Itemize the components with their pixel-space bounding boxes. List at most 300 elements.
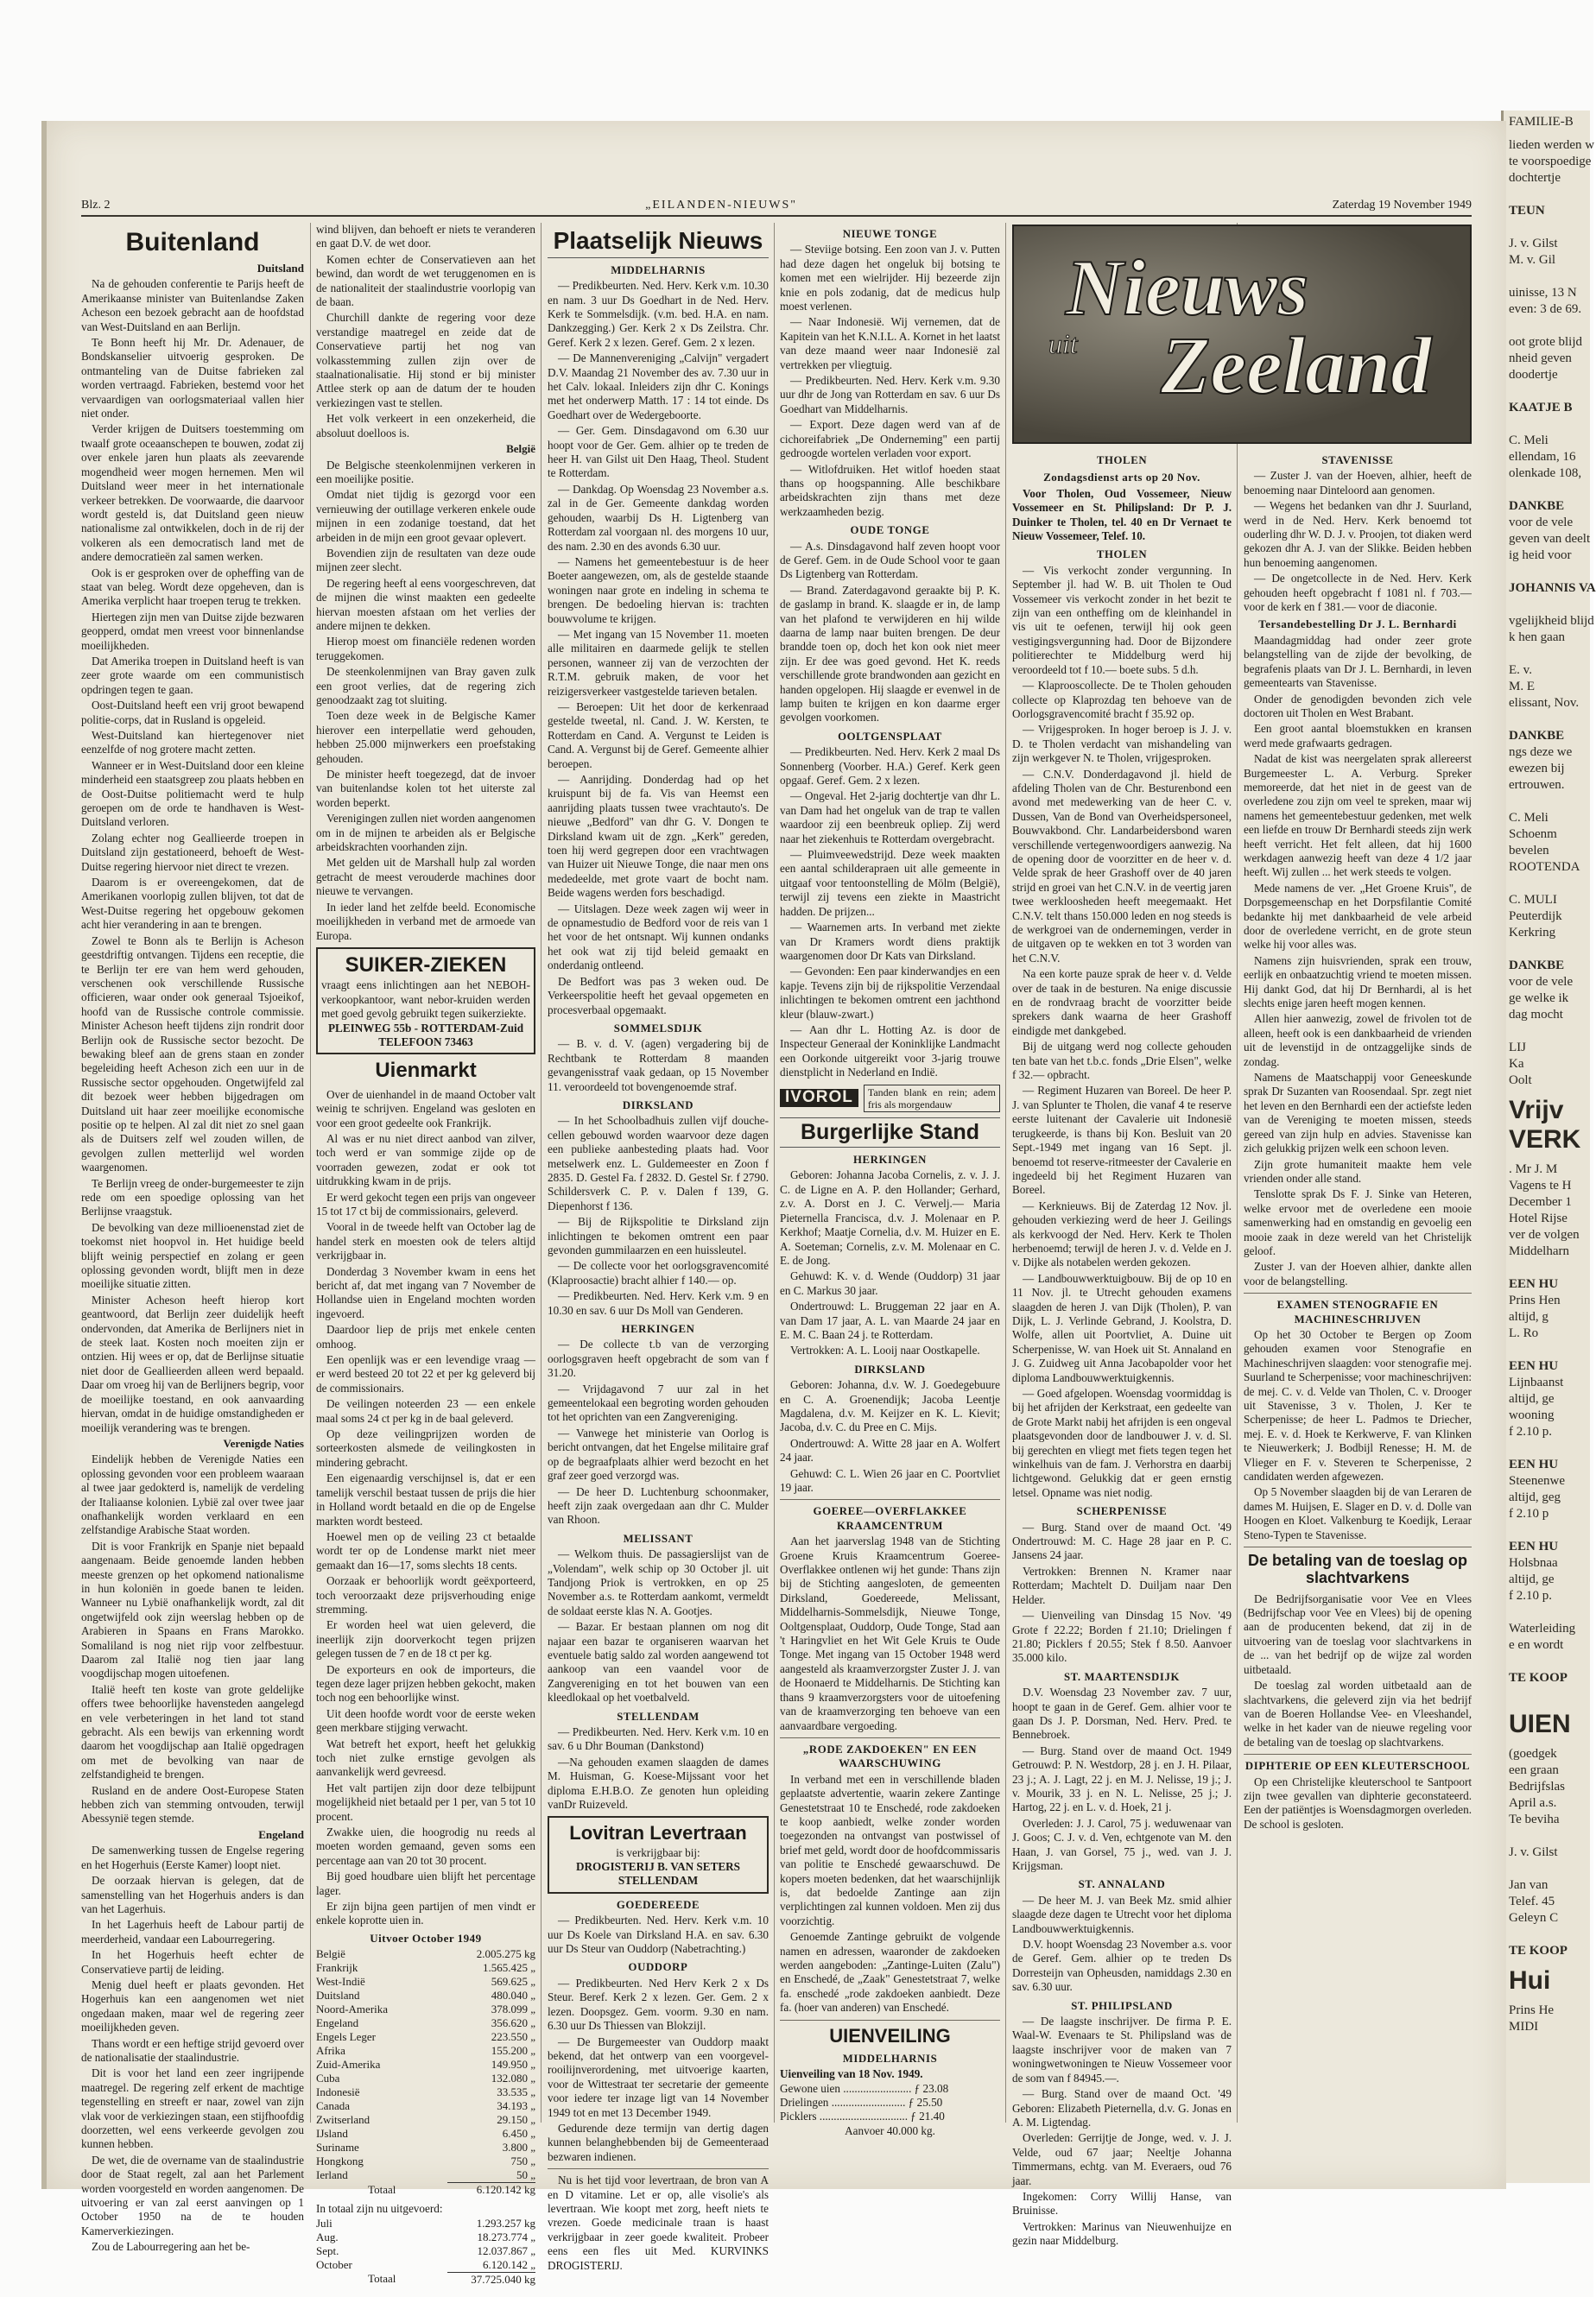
article-paragraph: Dit is voor het land een zeer ingrijpende maatregel. De regering zelf erkent de machtige tegenstelling en streeft er naar, zowel van zijn vlak voor de verkiezingen staan, een stijfhoofdig doorzetten, wel eens verkeerde gevolgen zou kunnen hebben. (81, 2066, 304, 2151)
news-item: — Waarnemen arts. In verband met ziekte van Dr Kramers wordt diens praktijk waargenomen door Dr Kats van Dirksland. (780, 921, 1000, 962)
news-item: — Steviige botsing. Een zoon van J. v. Putten had deze dagen het ongeluk bij botsing te komen met een wielrijder. Hij bezeerde zijn knie en pols zodanig, dat de medicus hulp moest verlenen. (780, 243, 1000, 313)
table-cell-amount: 34.193 „ (497, 2099, 535, 2113)
table-cell-country: Noord-Amerika (316, 2003, 389, 2016)
news-item: — Pluimveewedstrijd. Deze week maakten een aantal schilderapraen uit alle gemeente in uitgaaf voor tentoonstelling de Mölm (België), terwijl zij tevens een ziekte in Maastricht hadden. De prijzen... (780, 848, 1000, 918)
table-cell-amount: 29.150 „ (497, 2113, 535, 2127)
news-item: — Vis verkocht zonder vergunning. In September jl. had W. B. uit Tholen te Oud Vossemeer vis verkocht zonder in het bezit te zijn van een ontheffing om de kleinhandel in vis uit te oefenen, terwijl hij ook geen vestigingsvergunning had. Door de Bijzondere politierechter te Middelburg werd hij veroordeeld tot f 10.— boete subs. 5 d.h. (1012, 563, 1232, 676)
table-row (316, 2030, 535, 2044)
news-item: — Kerknieuws. Bij de Zaterdag 12 Nov. jl. gehouden verkiezing werd de heer J. Geilings als kerkvoogd der Ned. Herv. Kerk te Tholen herbenoemd; terwijl de heren J. v. d. Velde en J. v. Dijke als notabelen werden gekozen. (1012, 1199, 1232, 1269)
news-item: — Burg. Stand over de maand Oct. '49 Geboren: Elizabeth Pieternella, d.v. G. Jonas en A. M. Ligtendag. (1012, 2087, 1232, 2129)
news-item: — Uienveiling van Dinsdag 15 Nov. '49 Grote f 22.22; Borden f 21.10; Drielingen f 21.80; Picklers f 20.55; Stek f 8.50. Aanvoer 35.000 kilo. (1012, 1609, 1232, 1665)
article-heading: DIPHTERIE OP EEN KLEUTERSCHOOL (1244, 1760, 1471, 1773)
export-total-value: 6.120.142 kg (447, 2183, 535, 2198)
table-row (316, 2113, 535, 2127)
article-paragraph: Te Bonn heeft hij Mr. Dr. Adenauer, de Bondskanselier uitvoerig gesproken. De ontmanteling van de Duitse fabrieken zal worden vertraagd. Fabrieken, bestemd voor het vervaardigen van oorlogsmateriaal vallen hier niet onder. (81, 336, 304, 421)
article-subheading: Tersandebestelling Dr J. L. Bernhardi (1258, 617, 1457, 631)
news-item: Op 5 November slaagden bij de van Leraren de dames M. Huijsen, E. Slager en D. v. d. Dolle van Hoogen en Kloet. Valkenburg te Koedijk, Leraar Steno-Typen te Stavenisse. (1244, 1485, 1472, 1541)
article-paragraph: De bevolking van deze millioenenstad ziet de toekomst niet hoopvol in. Het huidige beeld blijft weinig perspectief en zolang er geen oplossing gevonden wordt, blijft men in deze moeilijke situatie zitten. (81, 1220, 304, 1291)
table-cell-country: Canada (316, 2099, 350, 2113)
article-paragraph: De samenwerking tussen de Engelse regering en het Hogerhuis (Eerste Kamer) loopt niet. (81, 1844, 304, 1871)
news-item: — Predikbeurten. Ned. Herv. Kerk v.m. 9 en 10.30 en sav. 6 uur Ds Moll van Genderen. (548, 1289, 769, 1317)
export-summary-total-label: Totaal (368, 2272, 396, 2286)
table-cell-amount: 33.535 „ (497, 2085, 535, 2099)
column-plaatselijk-nieuws (548, 223, 769, 2272)
section-title-burgerlijke-stand: Burgerlijke Stand (780, 1117, 1000, 1148)
article-paragraph: De Belgische steenkolenmijnen verkeren in een moeilijke positie. (316, 458, 535, 485)
article-paragraph: Al was er nu niet direct aanbod van zilver, toch werd er van sommige zijde op de voorraden gewezen, zodat er ook tot uitdrukking kwam in de prijs. (316, 1131, 535, 1188)
news-item: Onder de genodigden bevonden zich vele doctoren uit Tholen en West Brabant. (1244, 692, 1472, 719)
place-heading: MIDDELHARNIS (611, 263, 706, 276)
news-item: D.V. Woensdag 23 November zav. 7 uur, hoopt te gaan in de Geref. Gem. alhier voor te gaan Ds J. P. Dorsman, Ned. Herv. Pred. te Bennebroek. (1012, 1686, 1232, 1742)
news-item: — Landbouwwerktuigbouw. Bij de op 10 en 11 Nov. jl. te Utrecht gehouden examens slaagden de heren J. van Dijk (Tholen), P. van Dijk, L. J. Verlinde Gebrand, J. Koolstra, D. Wolfe, allen uit Poortvliet, A. Duine uit Scherpenisse, W. van Hoek uit St. Annaland en J. G. Zuidweg uit Anna Jacobapolder voor het diploma Landbouwwerktuigkennis. (1012, 1271, 1232, 1384)
table-cell-country: Hongkong (316, 2155, 364, 2168)
adjacent-page-text: lieden werden w te voorspoedige dochtertje TEUN J. v. Gilst M. v. Gil uinisse, 13 N even: 3 de 69. oot grote blijd nheid geven doodertje KAATJE B C. Meli ellendam, 16 olenkade 108, DANKBE voor de vele geven van deelt ig heid voor JOHANNIS VA vgelijkheid blijd k hen gaan E. v. M. E elissant, Nov. DANKBE ngs deze we ewezen bij ertrouwen. C. Meli Schoenm bevelen ROOTENDA C. MULI Peuterdijk Kerkring DANKBE voor de vele ge welke ik dag mocht LIJ Ka Oolt (1509, 138, 1596, 1087)
table-row (316, 2099, 535, 2113)
table-cell-amount: 6.450 „ (502, 2127, 535, 2141)
adjacent-page-text-3: (goedgek een graan Bedrijfslas April a.s. Te beviha J. v. Gilst Jan van Telef. 45 Geleyn C TE KOOP (1509, 1747, 1568, 1958)
news-item: — De heer D. Luchtenburg schoonmaker, heeft zijn zaak overgedaan aan dhr C. Mulder van Rhoon. (548, 1484, 769, 1527)
column-rule (310, 223, 311, 2123)
article-paragraph: Hoewel men op de veiling 23 ct betaalde wordt ter op de Londense markt niet meer gemaakt dan 16—17, soms slechts 18 cents. (316, 1529, 535, 1572)
news-item: Vertrokken: Brennen N. Kramer naar Rotterdam; Machtelt D. Duiljam naar Den Helder. (1012, 1564, 1232, 1606)
table-cell-country: Zuid-Amerika (316, 2058, 381, 2072)
adjacent-page-ad-c: Hui (1509, 1966, 1551, 1995)
column-regional-news (780, 223, 1000, 2137)
news-item: — A.s. Dinsdagavond half zeven hoopt voor de Geref. Gem. in de Oude School voor te gaan Ds Ligtenberg van Rotterdam. (780, 539, 1000, 581)
ad-body: vraagt eens inlichtingen aan het NEBOH-verkoopkantoor, want nebor-kruiden werden met goed gevolg gebruikt tegen suikerziekte. (321, 978, 530, 1021)
table-cell-country: IJsland (316, 2127, 348, 2141)
auction-date: Uienveiling van 18 Nov. 1949. (780, 2067, 923, 2081)
masthead-uit: uit (1048, 328, 1078, 359)
article-paragraph: Oost-Duitsland heeft een vrij groot bewapend politie-corps, dat in Rusland is opgeleid. (81, 699, 304, 726)
duty-doctor-text: Voor Tholen, Oud Vossemeer, Nieuw Vossemeer en St. Philipsland: Dr P. J. Duinker te Tholen, tel. 40 en Dr Vernaet te Nieuw Vossemeer, Telef. 10. (1012, 486, 1232, 543)
table-row (316, 2058, 535, 2072)
news-item: —Na gehouden examen slaagden de dames M. Huisman, G. Koese-Mijssant voor het diploma E.H.B.O. Ze genoten hun opleiding vanDr Ruizeveld. (548, 1755, 769, 1812)
article-title-toeslag: De betaling van de toeslag op slachtvarkens (1247, 1552, 1468, 1586)
column-stavenisse (1244, 449, 1472, 2131)
table-cell-amount: 149.950 „ (491, 2058, 535, 2072)
article-paragraph: Hierop moest om financiële redenen worden teruggekomen. (316, 635, 535, 662)
adjacent-page-fragment (1501, 111, 1596, 2183)
place-heading: HERKINGEN (621, 1323, 695, 1336)
article-paragraph: Zwakke uien, die hoogrodig nu reeds al moeten worden gemaand, geven soms een percentage aan van 20 tot 30 procent. (316, 1826, 535, 1867)
table-row (316, 2217, 535, 2231)
table-row (316, 1961, 535, 1975)
news-item: Nadat de kist was neergelaten sprak allereerst Burgemeester L. A. Verburg. Spreker memoreerde, dat het niet in de geest van de overledene zou zijn om veel te spreken, maar wij namens het gemeentebestuur gedenken, met welk een liefde en trouw Dr Bernhardi steeds zijn werk heeft verricht. Het felt alleen, dat hij 1600 werkdagen aanwezig heeft van deze 4 1/2 jaar heeft. Wij zullen ... het werk steeds te volgen. (1244, 752, 1472, 879)
article-paragraph: Uit deen hoofde wordt voor de eerste weken geen merkbare stijging verwacht. (316, 1706, 535, 1735)
news-item: — Uitslagen. Deze week zagen wij weer in de opnamestudio de Bedford voor de reis van 1 het voor de het ontsnapt. Wij kunnen ondanks het ook wat zij tijd beleid gemaakt en onderdanig ontleend. (548, 902, 769, 972)
divider (780, 2020, 1000, 2021)
table-cell-amount: 155.200 „ (491, 2044, 535, 2058)
news-item: — Witlofdruiken. Het witlof hoeden staat thans op hoogspanning. Alle beschikbare arbeidskrachten zijn thans met deze werkzaamheden bezig. (780, 462, 1000, 518)
table-cell-country: Aug. (316, 2230, 339, 2243)
registry-item: Ondertrouwd: L. Bruggeman 22 jaar en A. van Dam 17 jaar, A. L. van Maarde 24 jaar en E. M. C. Baan 24 j. te Rotterdam. (780, 1300, 1000, 1341)
advertisement-suikerziekten (316, 947, 535, 1054)
place-heading: OUDE TONGE (850, 524, 930, 537)
news-item: — Aanrijding. Donderdag had op het kruispunt bij de fa. Vis van Heemst een aanrijding plaats tussen twee vrachtauto's. De nieuwe „Bedford" van dhr G. V. Dongen te Dirksland kwam uit de zgn. „Kerk" gereden, toen hij werd gegrepen door een vrachtwagen van Huizer uit Nieuwe Tonge, die naar men ons mededeelde, met grote vaart de bocht nam. Beide wagens werden fors beschadigd. (548, 773, 769, 900)
page-header (81, 192, 1472, 217)
article-paragraph: Rusland en de andere Oost-Europese Staten hebben zich van stemming ontvouden, terwijl Abessynië tegen stemde. (81, 1783, 304, 1826)
ad-telephone: TELEFOON 73463 (378, 1035, 473, 1048)
article-paragraph: Zou de Labourregering aan het be- (92, 2240, 250, 2254)
article-paragraph: Minister Acheson heeft hierop kort geantwoord, dat Berlijn zeer duidelijk heeft ondervonden, dat Amerika de Berlijners niet in de steek laat. Kosten noch moeiten zijn er ontzien. Hij wees er op, dat de Berlijnse situatie niet door de Geallieerden alleen werd bepaald. Daar om vroeg hij van de Berlijners begrip, voor de moeilijke toestand, en ook aanvaarding hiervan, omdat in de huidige omstandigheden er moeilijk verandering was te brengen. (81, 1293, 304, 1434)
news-item: — Export. Deze dagen werd van af de cichoreifabriek „De Onderneming" een partij gedroogde wortelen verladen voor export. (780, 418, 1000, 460)
table-cell-amount: 1.293.257 kg (476, 2216, 535, 2230)
news-item: — Aan dhr L. Hotting Az. is door de Inspecteur Generaal der Koninklijke Landmacht een Oorkonde uitgereikt voor 3-jarig trouwe dienstplicht in Nederland en Indië. (780, 1022, 1000, 1079)
table-row (316, 2231, 535, 2244)
article-paragraph: Zolang echter nog Geallieerde troepen in Duitsland zijn gestationeerd, behoeft de West-Duitse regering hiervoor niet direct te vrezen. (81, 831, 304, 873)
news-item: — Burg. Stand over de maand Oct. 1949 Getrouwd: P. N. Westdorp, 28 j. en J. H. Pilaar, 23 j.; A. J. Lagt, 22 j. en M. J. Nelisse, 19 j.; J. v. Mourik, 33 j. en N. L. Nelisse, 25 j.; J. Hartog, 22 j. en L. v. d. Hoek, 21 j. (1012, 1743, 1232, 1814)
table-cell-amount: 1.565.425 „ (482, 1961, 535, 1975)
divider (780, 1737, 1000, 1738)
section-title-uienmarkt: Uienmarkt (375, 1059, 477, 1083)
article-paragraph: Op deze veilingprijzen worden de sorteerkosten alsmede de veilingkosten in mindering gebracht. (316, 1427, 535, 1469)
news-item: — Met ingang van 15 November 11. moeten alle militairen en daarmede gelijk te stellen personen, wanneer zij van de verzochten der R.T.M. gebruik maken, de voor het reizigersverkeer vastgestelde tarieven betalen. (548, 627, 769, 698)
table-cell-country: October (316, 2257, 352, 2271)
table-cell-amount: 50 „ (516, 2168, 535, 2182)
news-item: — Dankdag. Op Woensdag 23 November a.s. zal in de Ger. Gemeente dankdag worden gehouden, waarbij Ds H. Ligtenberg van Rotterdam zal voorgaan nl. des morgens 10 uur, des nam. 2.30 en des avonds 6.30 uur. (548, 482, 769, 553)
article-paragraph: Toen deze week in de Belgische Kamer hierover een interpellatie werd gehouden, hebben 25.000 mijnwerkers een proefstaking gehouden. (316, 709, 535, 765)
table-cell-amount: 223.550 „ (491, 2030, 535, 2044)
ad-line: STELLENDAM (618, 1874, 699, 1888)
advertisement-ivorol (780, 1085, 1000, 1112)
article-paragraph: Ook is er gesproken over de opheffing van de staat van beleg. Wordt deze opgeheven, dan is Amerika verplicht haar troepen terug te trekken. (81, 566, 304, 608)
article-paragraph: In het Lagerhuis heeft de Labour partij de meerderheid, vandaar een Labourregering. (81, 1918, 304, 1946)
article-paragraph: Eindelijk hebben de Verenigde Naties een oplossing gevonden voor een probleem waaraan al twee jaar gedokterd is, namelijk de verdeling der Italiaanse kolonien. Lybië zal over twee jaar onafhankelijk worden verklaard en een zelfstandige Arabische Staat worden. (81, 1452, 304, 1537)
article-paragraph: Omdat niet tijdig is gezorgd voor een vernieuwing der outillage verkeren enkele oude mijnen in een zodanige toestand, dat het arbeiden in de mijn een groot gevaar oplevert. (316, 488, 535, 544)
table-cell-amount: 356.620 „ (491, 2016, 535, 2030)
article-paragraph: De wet, die de overname van de staalindustrie door de Staat regelt, zal aan het Parlement worden voorgesteld en worden aangenomen. De uitvoering er van zal eerst aanvingen op 1 October 1950 na de te houden Kamerverkiezingen. (81, 2153, 304, 2237)
place-heading: ST. PHILIPSLAND (1071, 1999, 1173, 2012)
article-paragraph: Donderdag 3 November kwam in eens het bericht af, dat met ingang van 7 November de Hollandse uien in Engeland mochten worden ingevoerd. (316, 1264, 535, 1320)
article-paragraph: Verder krijgen de Duitsers toestemming om twaalf grote oceaanschepen te bouwen, zodat zij over enkele jaren hun plaats als zeevarende mogendheid weer mogen hernemen. Men wil Duitsland weer meer in het internationale verkeer betrekken. De voorwaarde, die daarvoor wordt gesteld is, dat Duitsland geen nieuw nationalisme zal ontwikkelen, doch in de rij der volkeren als een democratisch land met de andere democratieën zal samen werken. (81, 422, 304, 564)
place-heading: MIDDELHARNIS (842, 2052, 938, 2065)
table-row (316, 2016, 535, 2030)
article-paragraph: Er werd gekocht tegen een prijs van ongeveer 15 tot 17 ct bij de commissionairs, geleverd. (316, 1190, 535, 1218)
article-heading: GOEREE—OVERFLAKKEE KRAAMCENTRUM (813, 1505, 967, 1532)
news-item: — De collecte voor het oorlogsgravencomité (Klaproosactie) bracht alhier f 140.— op. (548, 1259, 769, 1287)
article-paragraph: Te Berlijn vreeg de onder-burgemeester te zijn rede om een spoedige oplossing van het Berlijnse vraagstuk. (81, 1176, 304, 1218)
news-item: — Bij de Rijkspolitie te Dirksland zijn inlichtingen te bekomen omtrent een paar gevonden gummilaarzen en een huissleutel. (548, 1215, 769, 1257)
article-paragraph: Dit is voor Frankrijk en Spanje niet bepaald aangenaam. Beide genoemde landen hebben meeste grenzen op het opkomend nationalisme in hun koloniën in goede banen te leiden. Wanneer nu Lybië onafhankelijk wordt, zal dit ongetwijfeld ook zijn weerslag hebben op de Arabieren in Spaans en Frans Marokko. Somaliland is nog niet rijp voor zelfbestuur. Daarom zal Italië nog tien jaar lang voogdijschap mogen uitoefenen. (81, 1539, 304, 1680)
subsection-engeland: Engeland (258, 1827, 304, 1841)
registry-item: Ondertrouwd: A. Witte 28 jaar en A. Wolfert 24 jaar. (780, 1436, 1000, 1465)
news-item: — Naar Indonesië. Wij vernemen, dat de Kapitein van het K.N.I.L. A. Kornet in het laatst van deze maand weer naar Indonesië zal vertrekken per vliegtuig. (780, 315, 1000, 371)
article-paragraph: Zowel te Bonn als te Berlijn is Acheson geestdriftig ontvangen. Tijdens een receptie, die te Berlijn ter ere van hem werd gehouden, verschenen ook verschillende Russische officieren, waar onder ook generaal Tsjoeikof, hoofd van de Russische controle commissie. Minister Acheson heeft tijdens zijn rondrit door Berlijn ook de Russische sector bezocht. De bewaking bleef aan de grens staan en zonder begeleiding heeft Acheson zich een uur in de Russische sector opgehouden. Ongetwijfeld zal dit bezoek weer hebben bijgedragen om Duitsland uit haar zeer moeilijke economische positie op te helpen. Al zal dit niet zo snel gaan als de Duitsers zelf wel zouden willen, de gevolgen zullen metterlijd wel worden waargenomen. (81, 933, 304, 1174)
newspaper-page (41, 121, 1506, 2286)
news-item: — Regiment Huzaren van Boreel. De heer P. J. van Splunter te Tholen, die vanaf 4 te reserve eerste luitenant der Cavalerie uit Indonesië terugkeerde, is thans bij Kon. Besluit van 20 Sept.-1949 met ingang van 16 Sept. jl. benoemd tot reserve-ritmeester der Cavalerie en ingedeeld bij het Regiment Huzaren van Boreel. (1012, 1084, 1232, 1197)
news-item: — Brand. Zaterdagavond geraakte bij P. K. de gaslamp in brand. K. slaagde er in, de lamp van het plafond te verwijderen en hij wilde daarna de lamp naar buiten brengen. De deur brandde toen op, doch het kon ook niet meer zijn. Er dee was goed gevond. Het K. reeds verschillende grote brandwonden aan gezicht en handen opgelopen. Hij slaagde er evenwel in de lamp buiten te krijgen en kon daarme erger gevolgen voorkomen. (780, 583, 1000, 725)
place-heading: SCHERPENISSE (1076, 1505, 1168, 1518)
news-item: — De Mannenvereniging „Calvijn" vergadert D.V. Maandag 21 November des av. 7.30 uur in het Calv. lokaal. Inleiders zijn dhr C. Konings met het onderwerp Matth. 17 : 14 tot einde. Ds Goedhart over de Wedergeboorte. (548, 351, 769, 421)
news-item: — Vrijgesproken. In hoger beroep is J. J. v. D. te Tholen verdacht van mishandeling van zijn werkgever N. te Tholen, vrijgesproken. (1012, 723, 1232, 765)
table-cell-country: België (316, 1947, 345, 1961)
news-item: Zijn grote humaniteit maakte hem vele vrienden onder alle stand. (1244, 1157, 1472, 1185)
section-title-uienveiling: UIENVEILING (829, 2024, 951, 2047)
news-item: — Zuster J. van der Hoeven, alhier, heeft de benoeming naar Dinteloord aan genomen. (1244, 469, 1472, 497)
table-row (316, 1989, 535, 2003)
table-row (316, 2085, 535, 2099)
table-row (316, 1975, 535, 1989)
masthead-nieuws: Nieuws (1066, 244, 1309, 332)
news-item: Overleden: Gerrijtje de Jonge, wed. v. J. J. Velde, oud 67 jaar; Neeltje Johanna Timmermans, echtg. van M. Everaers, oud 76 jaar. (1012, 2131, 1232, 2187)
news-item: — De Burgemeester van Ouddorp maakt bekend, dat het ontwerp van een voorgevel-rooilijnverordening, met uitvoerige kaarten, voor de Wittestraat ter secretarie der gemeente voor iedere ter inzage ligt van 14 November 1949 tot en met 13 December 1949. (548, 2034, 769, 2119)
auction-price: Picklers ............................... ƒ 21.40 (780, 2110, 945, 2123)
article-paragraph: Er zijn bijna geen partijen of men vindt er enkele koprotte uien in. (316, 1900, 535, 1927)
article-paragraph: Het valt partijen zijn door deze telbijpunt mogelijkheid niet betaald per 1 per, van 5 tot 10 procent. (316, 1781, 535, 1823)
table-cell-country: Engeland (316, 2016, 359, 2030)
ad-line: is verkrijgbaar bij: (616, 1845, 700, 1859)
article-heading: „RODE ZAKDOEKEN" EN EEN WAARSCHUWING (802, 1743, 978, 1770)
news-item: — De heer M. J. van Beek Mz. smid alhier slaagde deze dagen te Utrecht voor het diploma Landbouwwerktuigkennis. (1012, 1893, 1232, 1935)
table-row (316, 2141, 535, 2155)
news-item: — Predikbeurten. Ned. Herv. Kerk v.m. 10 en sav. 6 u Dhr Bouman (Dankstond) (548, 1725, 769, 1753)
news-item: Tenslotte sprak Ds F. J. Sinke van Heteren, welke ervoor met de overledene een mooie samenwerking had en omstandig en gevoelig een mooie zaak in deze wereld van het Christelijk geloof. (1244, 1187, 1472, 1257)
article-paragraph: Na de gehouden conferentie te Parijs heeft de Amerikaanse minister van Buitenlandse Zaken Acheson een bezoek gebracht aan de hoofdstad van West-Duitsland en aan Berlijn. (81, 277, 304, 333)
article-paragraph: Wat betreft het export, heeft het gelukkig toch niet zulke ernstige gevolgen als aanvankelijk werd gevreesd. (316, 1737, 535, 1779)
registry-item: Geboren: Johanna Jacoba Cornelis, z. v. J. J. C. de Ligne en A. P. den Hollander; Gerhard, z.v. A. Dorst en J. C. Verwelj.— Maria Pieternella Francisca, d.v. J. Molenaar en P. Kerkhof; Maatje Cornelia, d.v. M. Huizer en E. A. Soeteman; Cornelis, z.v. M. Molenaar en C. E. de Jong. (780, 1168, 1000, 1267)
table-row (316, 2155, 535, 2168)
adjacent-page-text-4: Prins He MIDI (1509, 2003, 1555, 2034)
news-item: — Vrijdagavond 7 uur zal in het gemeentelokaal een begroting worden gehouden tot het oprichten van een Zangvereniging. (548, 1382, 769, 1424)
subsection-belgie: België (506, 442, 535, 456)
table-cell-country: West-Indië (316, 1975, 365, 1989)
place-heading: STAVENISSE (1321, 454, 1394, 466)
article-paragraph: West-Duitsland kan hiertegenover niet eenzelfde of nog grotere macht zetten. (81, 729, 304, 756)
export-summary-title: In totaal zijn nu uitgevoerd: (316, 2202, 443, 2216)
table-cell-amount: 750 „ (510, 2155, 535, 2168)
divider (1244, 1293, 1472, 1294)
news-item: Maandagmiddag had onder zeer grote belangstelling van de zijde der bevolking, de begrafenis plaats van Dr J. L. Bernhardi, in leven gemeentearts van Stavenisse. (1244, 633, 1472, 690)
column-rule (1237, 223, 1238, 2123)
news-item: Allen hier aanwezig, zowel de frivolen tot de alleen, heeft ook is een dankbaarheid de vrienden uit de levenstijd in de ontzaggelijke sinds de zondag. (1244, 1012, 1472, 1068)
table-cell-amount: 12.037.867 „ (477, 2243, 535, 2257)
column-rule (541, 223, 542, 2123)
news-item: Overleden: J. J. Carol, 75 j. weduwenaar van J. Goos; C. J. v. d. Ven, echtgenote van M. den Haan, J. van Gorsel, 75 j., wed. van J. J. Krijgsman. (1012, 1816, 1232, 1872)
export-total-label: Totaal (368, 2183, 396, 2197)
section-title-buitenland: Buitenland (125, 228, 260, 256)
news-item: — Predikbeurten. Ned. Herv. Kerk 2 maal Ds Sonnenberg (Voorber. H.A.) Geref. Kerk geen opgaaf. Geref. Gem. 2 x lezen. (780, 745, 1000, 788)
export-summary-total-value: 37.725.040 kg (447, 2272, 535, 2287)
table-cell-amount: 3.800 „ (502, 2141, 535, 2155)
article-paragraph: In verband met een in verschillende bladen geplaatste advertentie, waarin zekere Zantinge Genestetstraat 10 te Enschedé, rode zakdoeken te koop aanbiedt, welke zonder worden toegezonden na ontvangst van postwissel of brief met geld, wordt door de hoofdcommissaris van politie te Enschedé gewaarschuwd. De kopers moeten bedenken, dat het waarschijnlijk is, dat bedoelde Zantinge aan zijn verplichtingen zal kunnen voldoen. Men zij dus voorzichtig. (780, 1772, 1000, 1927)
news-item: Mede namens de ver. „Het Groene Kruis", de Dorpsgemeenschap en het Dorpsfilantie Comité bedankte hij met dankbaarheid de vele arbeid door de overledene verricht, en de grote steun welke hij voor alles was. (1244, 881, 1472, 952)
news-item: — B. v. d. V. (agen) vergadering bij de Rechtbank te Rotterdam 8 maanden gevangenisstraf vaak gedaan, op 15 November 11. veroordeeld tot bovengenoemde straf. (548, 1037, 769, 1093)
export-table-title: Uitvoer October 1949 (370, 1931, 482, 1945)
article-heading: EXAMEN STENOGRAFIE EN MACHINESCHRIJVEN (1276, 1299, 1439, 1326)
table-row (316, 2168, 535, 2182)
article-paragraph: De oorzaak hiervan is gelegen, dat de samenstelling van het Hogerhuis anders is dan van het Lagerhuis. (81, 1874, 304, 1915)
adjacent-page-heading: FAMILIE-B (1509, 115, 1574, 129)
adjacent-page-ad-b: UIEN (1509, 1710, 1571, 1738)
news-item: — Predikbeurten. Ned. Herv. Kerk v.m. 10 uur Ds Koele van Dirksland H.A. en sav. 6.30 uur Ds Steur van Ouddorp (Nabetrachting.) (548, 1914, 769, 1956)
auction-supply: Aanvoer 40.000 kg. (845, 2123, 935, 2137)
table-cell-country: Juli (316, 2216, 332, 2230)
page-number: Blz. 2 (81, 199, 111, 212)
article-paragraph: De veilingen noteerden 23 — een enkele maal soms 24 ct per kg in de baal geleverd. (316, 1397, 535, 1425)
table-cell-amount: 18.273.774 „ (477, 2230, 535, 2243)
news-item: — Predikbeurten. Ned Herv Kerk 2 x Ds Steur. Beref. Kerk 2 x lezen. Ger. Gem. 2 x lezen. Doopsgez. Gem. voorm. 9.30 en nam. 6.30 uur Ds Thiessen van Blokzijl. (548, 1976, 769, 2033)
export-summary-total (316, 2272, 535, 2287)
article-paragraph: Komen echter de Conservatieven aan het bewind, dan wordt de wet teruggenomen en is de nationaliteit der staalindustrie voorlopig van de baan. (316, 252, 535, 309)
news-item: Nu is het tijd voor levertraan, de bron van A en D vitamine. Let er op, alle visolie's als levertraan. Wie koopt met zorg, heeft niets te vrezen. Goede medicinale traan is haast verkrijgbaar in zeer goede kwaliteit. Probeer eens een fles uit Med. KURVINKS DROGISTERIJ. (548, 2174, 769, 2272)
subsection-verenigde-naties: Verenigde Naties (223, 1436, 304, 1450)
auction-price: Gewone uien ........................ ƒ 23.08 (780, 2081, 949, 2095)
column-uienmarkt (316, 223, 535, 2286)
news-item: Op een Christelijke kleuterschool te Santpoort zijn twee gevallen van diphterie geconstateerd. Een der patiëntjes is Woensdagmorgen overleden. De school is gesloten. (1244, 1775, 1472, 1831)
registry-item: Vertrokken: A. L. Looij naar Oostkapelle. (790, 1344, 980, 1357)
place-heading: SOMMELSDIJK (613, 1022, 703, 1035)
article-paragraph: Over de uienhandel in de maand October valt weinig te schrijven. Engeland was gesloten en voor een groot gedeelte ook Frankrijk. (316, 1087, 535, 1130)
table-cell-amount: 2.005.275 kg (476, 1947, 535, 1961)
article-paragraph: wind blijven, dan behoeft er niets te veranderen en gaat D.V. de wet door. (316, 223, 535, 250)
place-heading: NIEUWE TONGE (842, 228, 938, 240)
column-buitenland (81, 223, 304, 2254)
article-paragraph: Hiertegen zijn men van Duitse zijde bezwaren geopperd, omdat men vreest voor binnenlandse moeilijkheden. (81, 610, 304, 652)
registry-item: Gehuwd: C. L. Wien 26 jaar en C. Poortvliet 19 jaar. (780, 1466, 1000, 1494)
article-paragraph: Italië heeft ten koste van grote geldelijke offers twee behoorlijke havensteden aangelegd en vele verbeteringen in het land tot stand gebracht. Als een bewijs van erkenning wordt daarom het voogdijschap aan Italië opgedragen om met de bevolking van naar de zelfstandigheid te brengen. (81, 1682, 304, 1781)
table-cell-country: Ierland (316, 2168, 348, 2182)
adjacent-page-text-2: . Mr J. M Vagens te H December 1 Hotel Rijse ver de volgen Middelharn EEN HU Prins Hen altijd, g L. Ro EEN HU Lijnbaanst altijd, ge wooning f 2.10 p. EEN HU Steenenwe altijd, geg f 2.10 p EEN HU Holsbnaa altijd, ge f 2.10 p. Waterleiding e en wordt TE KOOP (1509, 1162, 1580, 1685)
news-item: Gedurende deze termijn van dertig dagen kunnen belanghebbenden bij de Gemeenteraad bezwaren indienen. (548, 2121, 769, 2163)
ivorol-slogan: Tanden blank en rein; adem fris als morgendauw (864, 1085, 1000, 1112)
duty-doctor-heading: Zondagsdienst arts op 20 Nov. (1043, 471, 1200, 484)
export-total (316, 2182, 535, 2197)
article-paragraph: Churchill dankte de regering voor deze verstandige maatregel en zeide dat de Conservatieve partij het nog van volkasstemming zullen zijn over de staalnationalisatie. Hij stond er bij minister Attlee sterk op aan de datum der te houden verkiezingen vast te stellen. (316, 311, 535, 409)
place-heading: OUDDORP (628, 1961, 688, 1974)
table-row (316, 2127, 535, 2141)
news-item: Zuster J. van der Hoeven alhier, dankte allen voor de belangstelling. (1244, 1260, 1472, 1288)
place-heading: GOEDEREEDE (616, 1898, 700, 1911)
news-item: Namens de Maatschappij voor Geneeskunde sprak Dr Suzanten van Roosendaal. Spr. zegt niet het leven en den Bernhardi een der actiefste leden van de Vereniging te moeten missen, steeds gereed van zijn hulp en advies. Stavenisse kan zich gelukkig prijzen welk een schoon leven. (1244, 1071, 1472, 1155)
news-item: — Predikbeurten. Ned. Herv. Kerk v.m. 9.30 uur dhr de Jong van Rotterdam en sav. 6 uur Ds Goedhart van Middelharnis. (780, 374, 1000, 415)
article-paragraph: De minister heeft toegezegd, dat de invoer van buitenlandse kolen tot het uiterste zal worden beperkt. (316, 768, 535, 809)
table-row (316, 2044, 535, 2058)
news-item: Na een korte pauze sprak de heer v. d. Velde over de taak in de besturen. Na enige discussie en de rondvraag bracht de voorzitter beide sprekers dank waarna de heer Grashoff eindigde met dankgebed. (1012, 967, 1232, 1037)
divider (548, 2168, 769, 2169)
news-item: De toeslag zal worden uitbetaald aan de slachtvarkens, die geleverd zijn via het bedrijf van de Boeren Hollandse Vee- en Vleeshandel, welke in het kader van de nieuwe regeling voor de betaling van de toeslag op slachtvarkens. (1244, 1679, 1472, 1749)
ad-title: SUIKER-ZIEKEN (345, 952, 507, 977)
table-cell-amount: 132.080 „ (491, 2072, 535, 2085)
news-item: — Goed afgelopen. Woensdag voormiddag is bij het afrijden der Kerkstraat, een gedeelte van de Grote Markt nabij het afrijden is een ongeval plaatsgevonden door de landbouwer J. v. d. Sl. bij gerechten en vliegt met fiets tegen tegen het winkelhuis van de fam. J. Verhorstra en daarbij lichtgewond. Gelukkig dat er geen ernstig letsel. Opname was niet nodig. (1012, 1387, 1232, 1499)
article-paragraph: Bij goed houdbare uien blijft het percentage lager. (316, 1870, 535, 1897)
news-item: — Ongeval. Het 2-jarig dochtertje van dhr L. van Dam had het ongeluk van de trap te vallen waardoor zij een beenbreuk opliep. Zij werd naar het ziekenhuis te Rotterdam overgebracht. (780, 789, 1000, 845)
news-item: De Bedfort was pas 3 weken oud. De Verkeerspolitie heeft het gevaal opgemeten en procesverbaal opgemaakt. (548, 974, 769, 1016)
table-cell-country: Duitsland (316, 1989, 360, 2003)
article-paragraph: Met gelden uit de Marshall hulp zal worden getracht de meest verouderde machines door nieuwe te vervangen. (316, 856, 535, 898)
table-cell-country: Afrika (316, 2044, 345, 2058)
section-title-plaatselijk: Plaatselijk Nieuws (548, 228, 769, 258)
column-rule (774, 223, 775, 2123)
place-heading: THOLEN (1096, 548, 1148, 561)
table-cell-amount: 569.625 „ (491, 1975, 535, 1989)
news-item: D.V. hoopt Woensdag 23 November a.s. voor de Geref. Gem. alhier op te treden Ds Dorresteijn van Opheusden, namiddags 2.30 en sav. 6.30 uur. (1012, 1938, 1232, 1994)
article-paragraph: Wanneer er in West-Duitsland door een kleine minderheid een staatsgreep zou plaats hebben en de Oost-Duitse politiemacht werd te hulp geroepen om de orde te handhaven is West-Duitsland verloren. (81, 758, 304, 829)
table-cell-country: Engels Leger (316, 2030, 376, 2044)
news-item: Namens zijn huisvrienden, sprak een trouw, eerlijk en onbaatzuchtig vriend te moeten missen. Hij dankt God, dat hij Dr Bernhardi, al is het slechts enige jaren heeft mogen kennen. (1244, 953, 1472, 1010)
article-paragraph: De regering heeft al eens voorgeschreven, dat de mijnen die winst maakten een gedeelte hiervan moesten afstaan om het verlies der andere mijnen te dekken. (316, 576, 535, 632)
place-heading: MELISSANT (623, 1532, 694, 1545)
news-item: — Bazar. Er bestaan plannen om nog dit najaar een bazar te organiseren waarvan het eventuele batig saldo zal worden aangewend tot aankoop van een vaandel voor de Zangvereniging en tot het bouwen van een kleedlokaal op het voetbalveld. (548, 1620, 769, 1705)
table-cell-country: Frankrijk (316, 1961, 358, 1975)
news-item: — Gevonden: Een paar kinderwandjes en een kapje. Tevens zijn bij de rijkspolitie Verzendaal inlichtingen te bekomen omtrent een jachthond kleur (blauw-zwart.) (780, 965, 1000, 1021)
article-paragraph: Daarom is er overeengekomen, dat de Amerikanen voorlopig zullen blijven, tot dat de West-Duitse regering het opgebouw gekomen acht hier verandering in aan te brengen. (81, 876, 304, 932)
advertisement-levertraan (548, 1816, 769, 1893)
article-paragraph: Een eigenaardig verschijnsel is, dat er een tamelijk verschil bestaat tussen de prijs die hier in Holland wordt betaald en die op de Engelse markten wordt besteed. (316, 1471, 535, 1528)
news-item: Ingekomen: Corry Willij Hanse, van Bruinisse. (1012, 2189, 1232, 2218)
masthead-zeeland: Zeeland (1161, 321, 1432, 411)
place-heading: OOLTGENSPLAAT (838, 730, 942, 743)
column-rule (1005, 223, 1006, 2123)
place-heading: HERKINGEN (852, 1154, 928, 1167)
news-item: — Klaprooscollecte. De te Tholen gehouden collecte op Klaprozdag ten behoeve van de Oorlogsgravencomité bracht f 35.92 op. (1012, 679, 1232, 720)
zeeland-masthead (1012, 223, 1472, 449)
article-paragraph: Een openlijk was er een levendige vraag — er werd besteed 20 tot 22 et per kg geleverd bij de commissionairs. (316, 1353, 535, 1395)
article-paragraph: Verenigingen zullen niet worden aangenomen om in de mijnen te arbeiden als er Belgische arbeidskrachten voorhanden zijn. (316, 812, 535, 854)
adjacent-page-ad-a: Vrijv VERK (1509, 1096, 1581, 1154)
news-item: — In het Schoolbadhuis zullen vijf douche-cellen gebouwd worden waarvoor deze dagen een publieke aanbesteding plaats had. Voor metselwerk enz. L. Guldemeester en Zoon f 2835. D. Gestel Fa. f 2832. D. Gestel Sr. f 2790. Schildersverk C. P. v. Dalen f 139, G. Diepenhorst f 136. (548, 1114, 769, 1212)
table-row (316, 2258, 535, 2272)
article-paragraph: Er worden heel wat uien geleverd, die ineerlijk zijn doorverkocht tegen prijzen gelegen tussen de 7 en de 18 ct per kg. (316, 1618, 535, 1661)
ad-line: DROGISTERIJ B. VAN SETERS (575, 1860, 741, 1874)
article-paragraph: Het volk verkeert in een onzekerheid, die absoluut doelloos is. (316, 412, 535, 440)
place-heading: ST. MAARTENSDIJK (1063, 1670, 1181, 1683)
registry-item: Gehuwd: K. v. d. Wende (Ouddorp) 31 jaar en C. Markus 30 jaar. (780, 1269, 1000, 1297)
article-paragraph: De steenkolenmijnen van Bray gaven zulk een groot verlies, dat de regering zich genoodzaakt zag tot sluiting. (316, 665, 535, 706)
article-paragraph: Genoemde Zantinge gebruikt de volgende namen en adressen, waaronder de zakdoeken werden aangeboden: „Zantinge-Luiten (Zalu") en Enschedé, de „Zaak" Genestetstraat 7, welke fa. enschedé „rode zakdoeken aanbiedt. Deze fa. (hoer van anderen) van Enschedé. (780, 1930, 1000, 2015)
paper-name: „EILANDEN-NIEUWS" (645, 199, 797, 212)
article-paragraph: In ieder land het zelfde beeld. Economische moeilijkheden in verband met de armoede van Europa. (316, 900, 535, 942)
table-cell-country: Suriname (316, 2141, 359, 2155)
divider (1244, 1754, 1472, 1755)
column-zeeland-news (1012, 449, 1232, 2248)
table-cell-amount: 480.040 „ (491, 1989, 535, 2003)
registry-item: Geboren: Johanna, d.v. W. J. Goedegebuure en C. A. Groenendijk; Jacoba Leentje Magdalena, d.v. M. Keijzer en K. L. Kievit; Jacoba, d.v. C. du Pree en C. Mijs. (780, 1378, 1000, 1434)
table-cell-country: Cuba (316, 2072, 340, 2085)
news-item: Een groot aantal bloemstukken en kransen werd mede grafwaarts gedragen. (1244, 722, 1472, 750)
table-cell-amount: 378.099 „ (491, 2003, 535, 2016)
subsection-duitsland: Duitsland (256, 262, 304, 275)
place-heading: ST. ANNALAND (1078, 1878, 1166, 1891)
news-item: Vertrokken: Marinus van Nieuwenhuijze en gezin naar Middelburg. (1012, 2219, 1232, 2248)
news-item: — C.N.V. Donderdagavond jl. hield de afdeling Tholen van de Chr. Besturenbond een avond met medewerking van de heer C. v. Dussen, Van de Bond van Overheidspersoneel, Bouwvakbond. Chr. Landarbeidersbond waren verschillende vertegenwoordigers aanwezig. Na de opening door de voorzitter en de heer v. d. Velde sprak de heer Grashoff over de 40 jaren strijd en groei van het C.N.V. in de veertig jaren twee werkloosheden heeft meegemaakt. Het C.N.V. telt thans 150.000 leden en nog steeds is de werkgroei van de ondernemingen, verder in de uitgaven op te wekken en tot 3 worden van het C.N.V. (1012, 767, 1232, 965)
news-item: — Beroepen: Uit het door de kerkenraad gestelde tweetal, nl. Cand. J. W. Kersten, te Rotterdam en Cand. A. Vergunst te Leiden is Cand. A. Vergunst bij de Geref. Gemeente alhier beroepen. (548, 699, 769, 770)
place-heading: STELLENDAM (617, 1710, 700, 1723)
ad-title: Lovitran Levertraan (569, 1822, 747, 1845)
news-item: — Vanwege het ministerie van Oorlog is bericht ontvangen, dat het Engelse militaire graf op de begraafplaats alhier werd bezocht en het graf zeer goed verzorgd was. (548, 1426, 769, 1483)
place-heading: THOLEN (1096, 454, 1148, 466)
table-row (316, 2072, 535, 2085)
article-paragraph: Thans wordt er een heftige strijd gevoerd over de nationalisatie der staalindustrie. (81, 2036, 304, 2064)
news-item: — Ger. Gem. Dinsdagavond om 6.30 uur hoopt voor de Ger. Gem. alhier op te treden de heer H. van Gilst uit Den Haag, Theol. Student te Rotterdam. (548, 424, 769, 480)
news-item: — De ongetcollecte in de Ned. Herv. Kerk gehouden heeft opgebracht f 1081 nl. f 703.— voor de kerk en f 381.— voor de diaconie. (1244, 572, 1472, 614)
table-cell-country: Zwitserland (316, 2113, 370, 2127)
table-row (316, 2003, 535, 2016)
table-row (316, 2244, 535, 2258)
place-heading: DIRKSLAND (854, 1363, 926, 1376)
article-paragraph: Aan het jaarverslag 1948 van de Stichting Groene Kruis Kraamcentrum Goeree-Overflakkee ontlenen wij het gunde: Thans zijn bij de Stichting aangesloten, de gemeenten Dirksland, Goedereede, Melissant, Middelharnis-Sommelsdijk, Nieuwe Tonge, Ooltgensplaat, Ouddorp, Oude Tonge, Stad aan 't Haringvliet en het Wit Gele Kruis te Oude Tonge. Met ingang van 15 October 1948 werd aangesteld als kraamverzorgster Zuster J. J. van de Hoonaerd te Middelharnis. De Stichting kan thans 9 kraamverzorgsters voor de uitoefening van de kraamverzorging ten behoeve van een aanvaardbare vergoeding. (780, 1534, 1000, 1732)
news-item: — Namens het gemeentebestuur is de heer Boeter aangewezen, om, als de gestelde staande woningen naar grote en indeling in schema te brengen. De bedoeling hiervan is: trachten bouwvolume te krijgen. (548, 554, 769, 625)
article-paragraph: Menig duel heeft er plaats gevonden. Het Hogerhuis kan een aangenomen wet niet ongedaan maken, maar wel de regering zeer moeilijkheden geven. (81, 1977, 304, 2034)
news-item: Op het 30 October te Bergen op Zoom gehouden examen voor Stenografie en Machineschrijven slaagden: voor stenografie mej. Suurland te Scherpenisse; voor machineschrijven: de mej. C. v. d. Velde van Tholen, C. v. Drooger uit Stavenisse, 3 v. Tholen, J. Ker te Scherpenisse; de heer L. Padmos te Driecher, mej. E. v. d. Hoek te Kerkwerve, F. van Klinken te Nieuwerkerk; J. Bodbijl Renesse; H. M. de Vlieger en F. v. Steveren te Scherpenisse, 2 candidaten werden afgewezen. (1244, 1327, 1472, 1484)
ad-address: PLEINWEG 55b - ROTTERDAM-Zuid (327, 1021, 524, 1035)
news-item: Bij de uitgang werd nog collecte gehouden ten bate van het t.b.c. fonds „Drie Elsen", welke f 32.— opbracht. (1012, 1040, 1232, 1082)
issue-date: Zaterdag 19 November 1949 (1332, 199, 1472, 212)
article-paragraph: Bovendien zijn de resultaten van deze oude mijnen zeer slecht. (316, 546, 535, 574)
news-item: De Bedrijfsorganisatie voor Vee en Vlees (Bedrijfschap voor Vee en Vlees) bij de opening aan de producenten bekend, dat zij in de uitvoering van de toeslag voor slachtvarkens in de ... van het bedrijf op de wijze zal worden uitbetaald. (1244, 1591, 1472, 1676)
export-summary-table (316, 2217, 535, 2272)
table-cell-country: Indonesië (316, 2085, 360, 2099)
